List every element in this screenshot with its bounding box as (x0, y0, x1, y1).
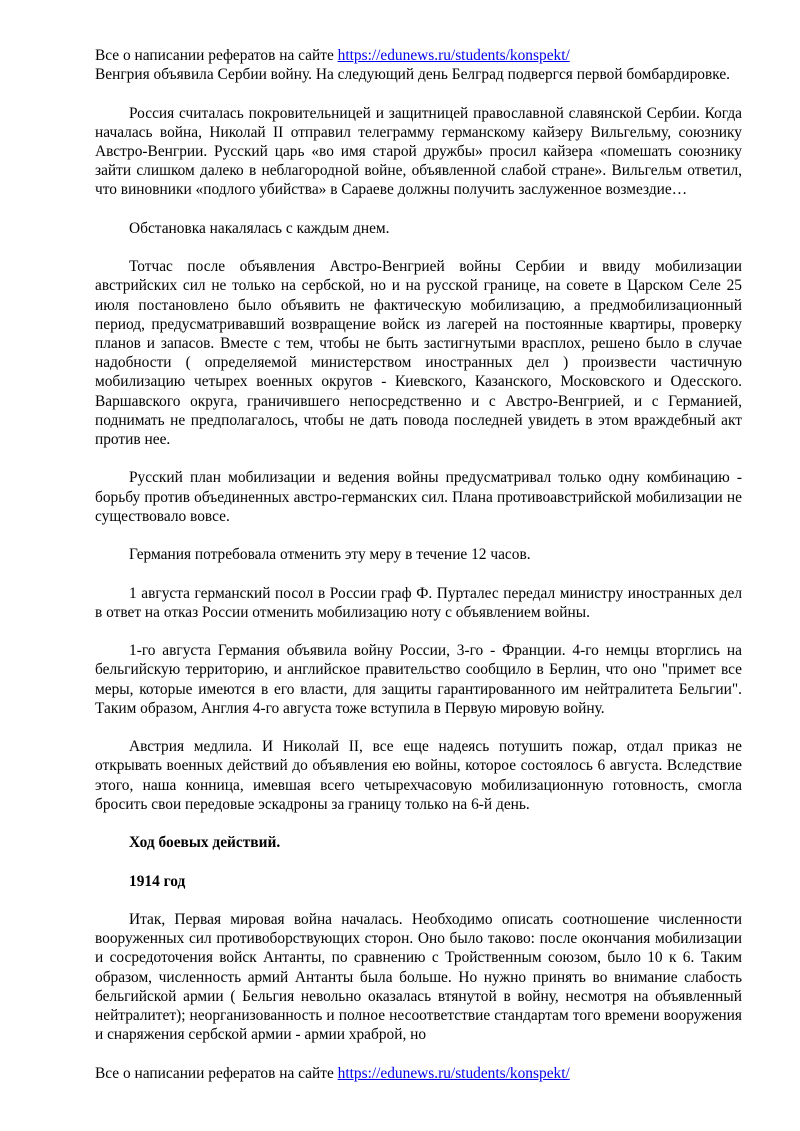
paragraph-intro: Венгрия объявила Сербии войну. На следующий день Белград подвергся первой бомбардировке. (95, 66, 731, 84)
footer-link[interactable]: https://edunews.ru/students/konspekt/ (337, 1065, 570, 1082)
section-heading: Ход боевых действий. (129, 834, 281, 852)
document-page (95, 46, 742, 1044)
page-footer (95, 1064, 742, 1083)
paragraph-situation: Обстановка накалялась с каждым днем. (129, 219, 390, 237)
year-heading: 1914 год (129, 872, 186, 890)
paragraph-mobilization: Тотчас после объявления Австро-Венгрией войны Сербии и ввиду мобилизации австрийских сил не только на сербской, но и на русской границе, на совете в Царском Селе 25 июля постановлено было объявить не фактическую мобилизацию, а предмобилизационный период, предусматривавший возвращение войск из лагерей на постоянные квартиры, проверку планов и запасов. Вместе с тем, чтобы не быть застигнутыми врасплох, решено было в случае надобности ( определяемой министерством иностранных дел ) произвести частичную мобилизацию четырех военных округов - Киевского, Казанского, Московского и Одесского. Варшавского округа, граничившего непосредственно и с Австро-Венгрией, и с Германией, поднимать не предполагалось, чтобы не дать повода последней увидеть в этом враждебный акт против нее. (95, 258, 742, 449)
paragraph-austria: Австрия медлила. И Николай II, все еще надеясь потушить пожар, отдал приказ не открывать военных действий до объявления ею войны, которое состоялось 6 августа. Вследствие этого, наша конница, имевшая всего четырехчасовую мобилизационную готовность, смогла бросить свои передовые эскадроны за границу только на 6-й день. (95, 738, 742, 813)
paragraph-germany-demand: Германия потребовала отменить эту меру в течение 12 часов. (129, 546, 531, 564)
paragraph-declarations: 1-го августа Германия объявила войну России, 3-го - Франции. 4-го немцы вторглись на бельгийскую территорию, и английское правительство сообщило в Берлин, что оно "примет все меры, которые имеются в его власти, для защиты гарантированного им нейтралитета Бельгии". Таким образом, Англия 4-го августа тоже вступила в Первую мировую войну. (95, 642, 742, 717)
page-header (95, 46, 742, 65)
paragraph-forces: Итак, Первая мировая война началась. Необходимо описать соотношение численности вооруженных сил противоборствующих сторон. Оно было таково: после окончания мобилизации и сосредоточения войск Антанты, по сравнению с Тройственным союзом, было 10 к 6. Таким образом, численность армий Антанты была больше. Но нужно принять во внимание слабость бельгийской армии ( Бельгия невольно оказалась втянутой в войну, несмотря на объявленный нейтралитет); неорганизованность и полное несоответствие стандартам того времени вооружения и снаряжения сербской армии - армии храброй, но (95, 910, 742, 1044)
header-link[interactable]: https://edunews.ru/students/konspekt/ (337, 47, 570, 64)
header-text: Все о написании рефератов на сайте (95, 47, 338, 64)
paragraph-august-1: 1 августа германский посол в России граф Ф. Пурталес передал министру иностранных дел в ответ на отказ России отменить мобилизацию ноту с объявлением войны. (95, 584, 742, 621)
paragraph-russia-protector: Россия считалась покровительницей и защитницей православной славянской Сербии. Когда началась война, Николай II отправил телеграмму германскому кайзеру Вильгельму, союзнику Австро-Венгрии. Русский царь «во имя старой дружбы» просил кайзера «помешать союзнику зайти слишком далеко в неблагородной войне, объявленной слабой стране». Вильгельм ответил, что виновники «подлого убийства» в Сараеве должны получить заслуженное возмездие… (95, 104, 742, 199)
footer-text: Все о написании рефератов на сайте (95, 1065, 338, 1082)
paragraph-plan: Русский план мобилизации и ведения войны предусматривал только одну комбинацию - борьбу против объединенных австро-германских сил. Плана противоавстрийской мобилизации не существовало вовсе. (95, 469, 742, 525)
